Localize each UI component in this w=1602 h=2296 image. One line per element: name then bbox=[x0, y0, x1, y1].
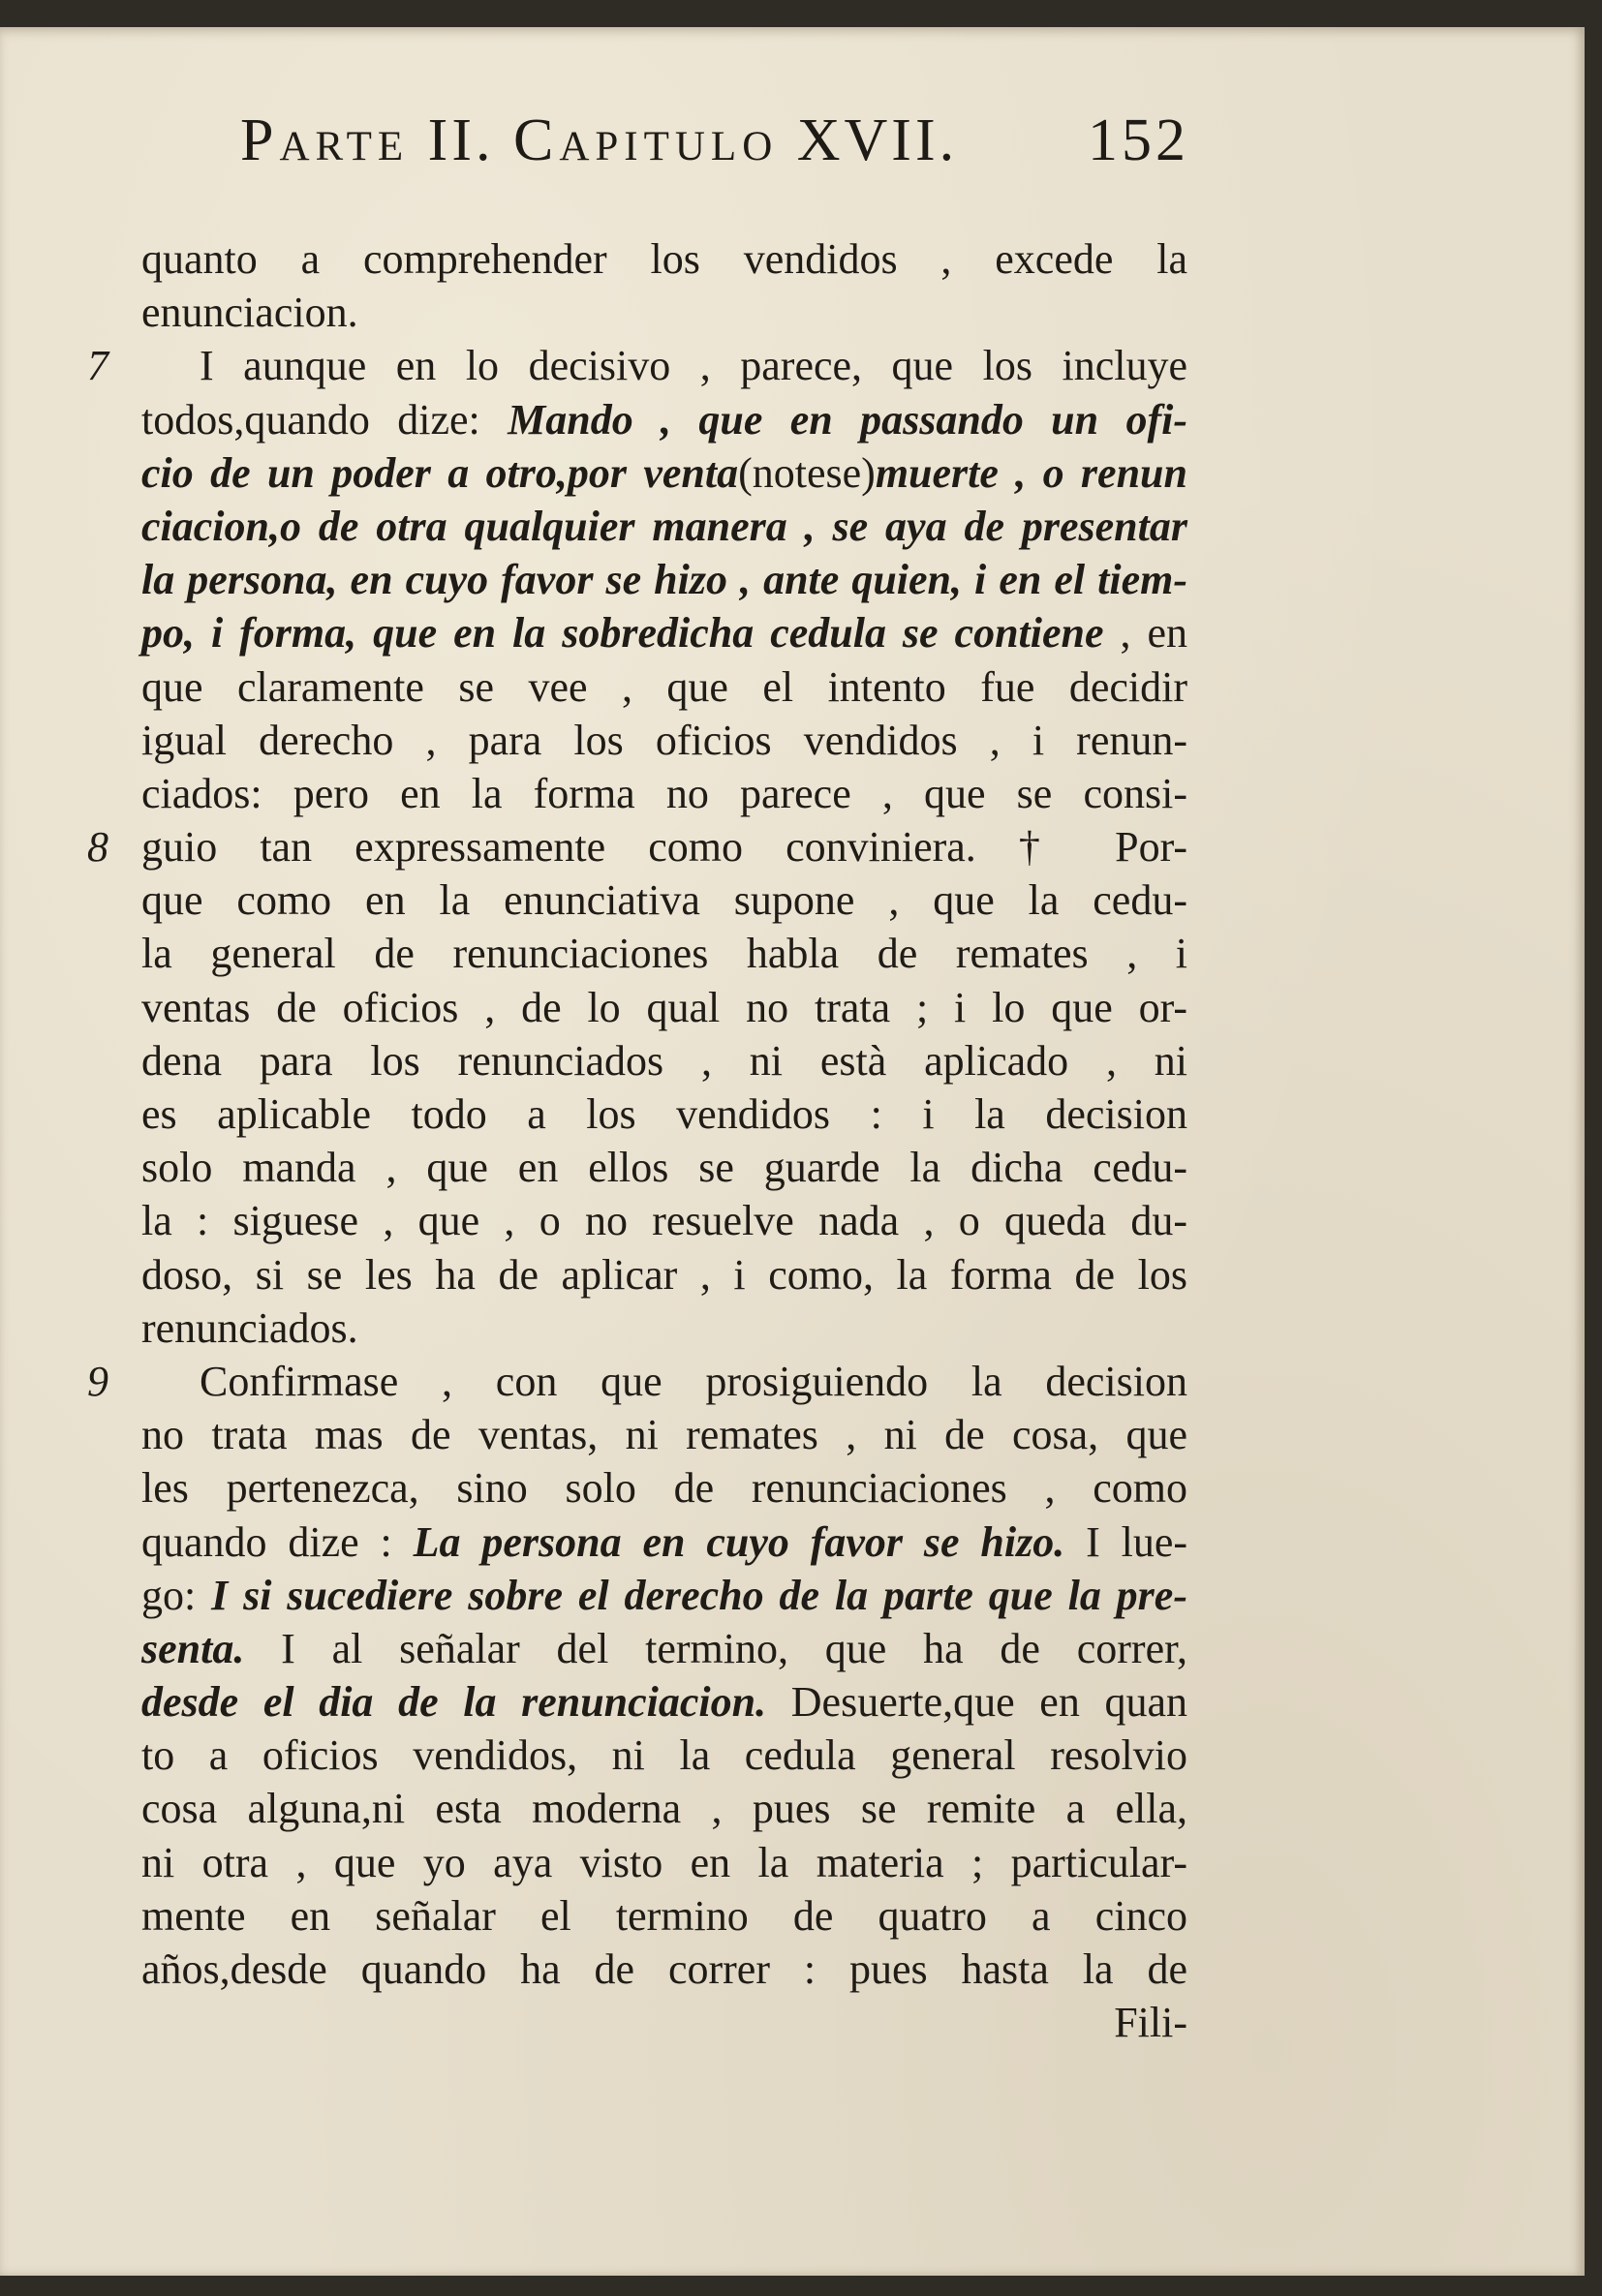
italic-text: muerte , o renun bbox=[875, 448, 1187, 497]
roman-text: solo manda , que en ellos se guarde la dicha cedu- bbox=[141, 1144, 1187, 1192]
italic-text: Mando , que en passando un ofi- bbox=[508, 395, 1187, 444]
roman-text: I al señalar del termino, que ha de correr, bbox=[244, 1624, 1187, 1672]
text-line bbox=[141, 1141, 1187, 1194]
roman-text: go: bbox=[141, 1571, 212, 1619]
text-line bbox=[141, 1194, 1187, 1247]
margin-number-8: 8 bbox=[87, 823, 108, 872]
roman-text: I aunque en lo decisivo , parece, que los incluye bbox=[200, 342, 1187, 390]
italic-text: po, i forma, que en la sobredicha cedula se contiene bbox=[141, 609, 1104, 658]
header-chapter-number: XVII. bbox=[796, 107, 959, 173]
roman-text: la : siguese , que , o no resuelve nada , o queda du- bbox=[141, 1197, 1187, 1245]
roman-text: mente en señalar el termino de quatro a cinco bbox=[141, 1891, 1187, 1940]
roman-text: años,desde quando ha de correr : pues hasta la de bbox=[141, 1945, 1187, 1993]
text-line bbox=[141, 1889, 1187, 1943]
text-line bbox=[141, 927, 1187, 980]
text-line bbox=[87, 820, 1187, 873]
roman-text: Desuerte,que en quan bbox=[766, 1678, 1187, 1727]
header-part-label: Parte bbox=[240, 107, 410, 173]
text-line bbox=[141, 1622, 1187, 1675]
text-line bbox=[141, 1675, 1187, 1729]
roman-text: ni otra , que yo aya visto en la materia ; particular- bbox=[141, 1838, 1187, 1886]
italic-text: La persona en cuyo favor se hizo. bbox=[413, 1517, 1065, 1566]
text-line bbox=[141, 1408, 1187, 1461]
text-line bbox=[87, 1355, 1187, 1408]
italic-text: I si sucediere sobre el derecho de la parte que la pre- bbox=[211, 1571, 1187, 1619]
book-page bbox=[0, 27, 1585, 2276]
roman-text: es aplicable todo a los vendidos : i la decision bbox=[141, 1090, 1187, 1138]
text-line bbox=[87, 339, 1187, 392]
text-line bbox=[141, 1836, 1187, 1889]
text-line bbox=[141, 981, 1187, 1034]
roman-text: dena para los renunciados , ni està aplicado , ni bbox=[141, 1036, 1187, 1085]
text-line bbox=[141, 232, 1187, 286]
roman-text: to a oficios vendidos, ni la cedula general resolvio bbox=[141, 1731, 1187, 1780]
roman-text: todos,quando dize: bbox=[141, 395, 508, 444]
text-line bbox=[141, 1729, 1187, 1782]
roman-text: la general de renunciaciones habla de remates , i bbox=[141, 930, 1187, 978]
roman-text: Confirmase , con que prosiguiendo la decision bbox=[200, 1357, 1187, 1405]
catchword bbox=[141, 1996, 1187, 2049]
roman-text: cosa alguna,ni esta moderna , pues se remite a ella, bbox=[141, 1785, 1187, 1833]
folio-number: 152 bbox=[1088, 107, 1189, 173]
text-line bbox=[141, 1248, 1187, 1301]
roman-text: que claramente se vee , que el intento fue decidir bbox=[141, 662, 1187, 711]
margin-number-7: 7 bbox=[87, 342, 108, 390]
italic-text: la persona, en cuyo favor se hizo , ante quien, i en el tiem- bbox=[141, 556, 1187, 604]
italic-text: desde el dia de la renunciacion. bbox=[141, 1678, 767, 1727]
text-line bbox=[141, 714, 1187, 767]
text-line bbox=[141, 286, 1187, 339]
roman-text: doso, si se les ha de aplicar , i como, la forma de los bbox=[141, 1250, 1187, 1299]
roman-text: renunciados. bbox=[141, 1303, 358, 1352]
italic-text: senta. bbox=[141, 1624, 245, 1672]
roman-text: que como en la enunciativa supone , que la cedu- bbox=[141, 876, 1187, 925]
running-header bbox=[240, 107, 1189, 194]
text-line bbox=[141, 1301, 1187, 1355]
roman-text: les pertenezca, sino solo de renunciaciones , como bbox=[141, 1464, 1187, 1513]
text-line bbox=[141, 553, 1187, 606]
roman-text: , en bbox=[1103, 609, 1187, 658]
roman-text: Fili- bbox=[1114, 1999, 1187, 2047]
text-line bbox=[141, 500, 1187, 553]
roman-text: ciados: pero en la forma no parece , que se consi- bbox=[141, 769, 1187, 817]
text-line bbox=[141, 606, 1187, 659]
roman-text: guio tan expressamente como conviniera. † Por- bbox=[141, 823, 1187, 872]
text-line bbox=[141, 1461, 1187, 1515]
text-line bbox=[141, 660, 1187, 714]
header-chapter-label: Capitulo bbox=[512, 107, 779, 173]
roman-text: quando dize : bbox=[141, 1517, 414, 1566]
roman-text: no trata mas de ventas, ni remates , ni de cosa, que bbox=[141, 1411, 1187, 1459]
roman-text: (notese) bbox=[738, 448, 876, 497]
roman-text: ventas de oficios , de lo qual no trata ; i lo que or- bbox=[141, 983, 1187, 1031]
roman-text: igual derecho , para los oficios vendidos , i renun- bbox=[141, 716, 1187, 764]
text-line bbox=[141, 1034, 1187, 1087]
margin-number-9: 9 bbox=[87, 1357, 108, 1405]
roman-text: quanto a comprehender los vendidos , excede la bbox=[141, 235, 1187, 283]
text-line bbox=[141, 1782, 1187, 1835]
text-line bbox=[141, 1087, 1187, 1141]
text-line bbox=[141, 767, 1187, 820]
italic-text: ciacion,o de otra qualquier manera , se aya de presentar bbox=[141, 502, 1187, 550]
body-text bbox=[87, 232, 1187, 2049]
header-part-number: II. bbox=[427, 107, 495, 173]
roman-text: enunciacion. bbox=[141, 289, 358, 337]
text-line bbox=[141, 1569, 1187, 1622]
text-line bbox=[141, 393, 1187, 446]
text-line bbox=[141, 446, 1187, 500]
roman-text: I lue- bbox=[1064, 1517, 1187, 1566]
text-line bbox=[141, 1515, 1187, 1569]
text-line bbox=[141, 1943, 1187, 1996]
text-line bbox=[141, 873, 1187, 927]
italic-text: cio de un poder a otro,por venta bbox=[141, 448, 739, 497]
